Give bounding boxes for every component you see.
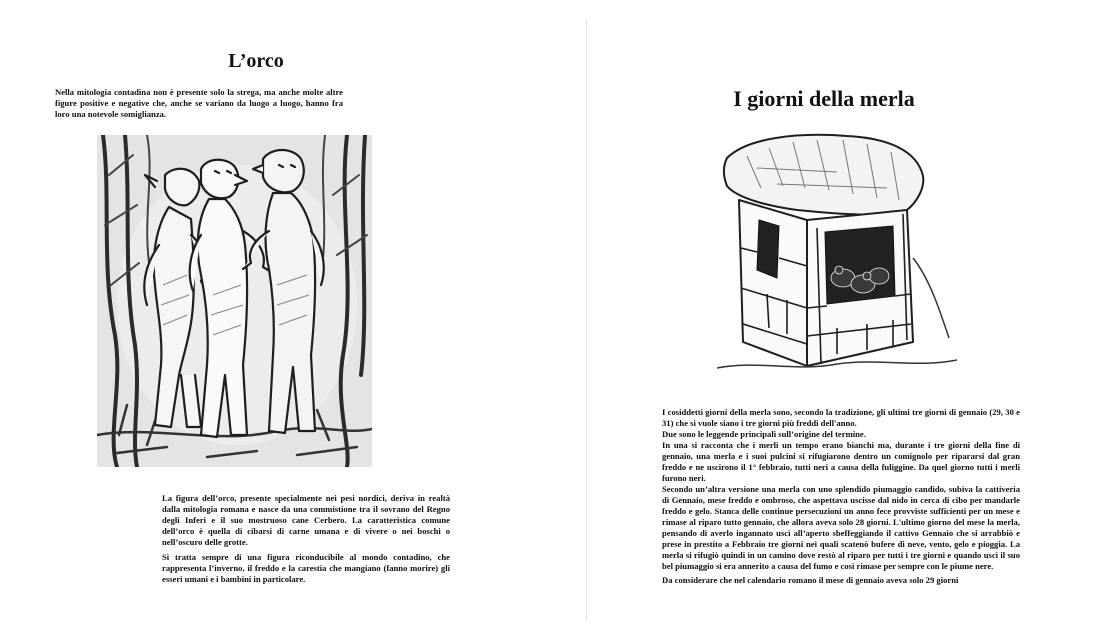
- merla-paragraph: I cosiddetti giorni della merla sono, secondo la tradizione, gli ultimi tre giorni di gennaio (29, 30 e 31) che si vuole siano i tre giorni più freddi dell'anno.: [662, 407, 1020, 428]
- right-page: [587, 0, 1120, 635]
- page-title-orco: L’orco: [228, 50, 284, 72]
- merla-paragraph: In una si racconta che i merli un tempo erano bianchi ma, durante i tre giorni della fine di gennaio, una merla e i suoi pulcini si rifugiarono dentro un comignolo per ripararsi dal gran freddo e ne uscirono il 1° febbraio, tutti neri a causa della fuliggine. Da quel giorno tutti i merli furono neri.: [662, 440, 1020, 483]
- page-title-merla: I giorni della merla: [733, 86, 915, 111]
- orco-paragraph: Si tratta sempre di una figura riconducibile al mondo contadino, che rappresenta l’inverno, il freddo e la carestia che mangiano (fanno morire) gli esseri umani e i bambini in particolare.: [162, 552, 450, 584]
- intro-paragraph: Nella mitologia contadina non è presente solo la strega, ma anche molte altre figure positive e negative che, anche se variano da luogo a luogo, hanno fra loro una notevole somiglianza.: [55, 87, 343, 119]
- orco-paragraph: La figura dell’orco, presente specialmente nei pesi nordici, deriva in realtà dalla mitologia romana e nasce da una commistione tra il sovrano del Regno degli Inferi e il suo mostruoso cane Cerbero. La caratteristica comune dell’orco è quella di cibarsi di carne umana e di vivere o nei boschi o nell’oscuro delle grotte.: [162, 493, 450, 547]
- merla-paragraph: Due sono le leggende principali sull’origine del termine.: [662, 429, 866, 439]
- merla-closing-note: Da considerare che nel calendario romano il mese di gennaio aveva solo 29 giorni: [662, 575, 959, 585]
- orco-body-text: [162, 493, 450, 589]
- three-ogres-sketch-icon: [97, 135, 372, 467]
- merla-paragraph: Secondo un’altra versione una merla con uno splendido piumaggio candido, subiva la cattiveria di Gennaio, mese freddo e ombroso, che aspettava uscisse dal nido in cerca di cibo per mandarle freddo e gelo. Stanca delle continue persecuzioni un anno fece provviste sufficienti per un mese e rimase al riparo tutto gennaio, che allora aveva solo 28 giorni. L'ultimo giorno del mese la merla, pensando di averlo ingannato uscì all’aperto sbeffeggiando il cattivo Gennaio che si arrabbiò e prese in prestito a Febbraio tre giorni nei quali scatenò bufere di neve, vento, gelo e pioggia. La merla si rifugiò quindi in un camino dove restò al riparo per tutti i tre giorni e quando uscì il suo bel piumaggio si era annerito a causa del fumo e così rimase per sempre con le piume nere.: [662, 484, 1020, 571]
- merla-body-text: [662, 407, 1020, 586]
- snowy-chimney-sketch-icon: [717, 128, 957, 376]
